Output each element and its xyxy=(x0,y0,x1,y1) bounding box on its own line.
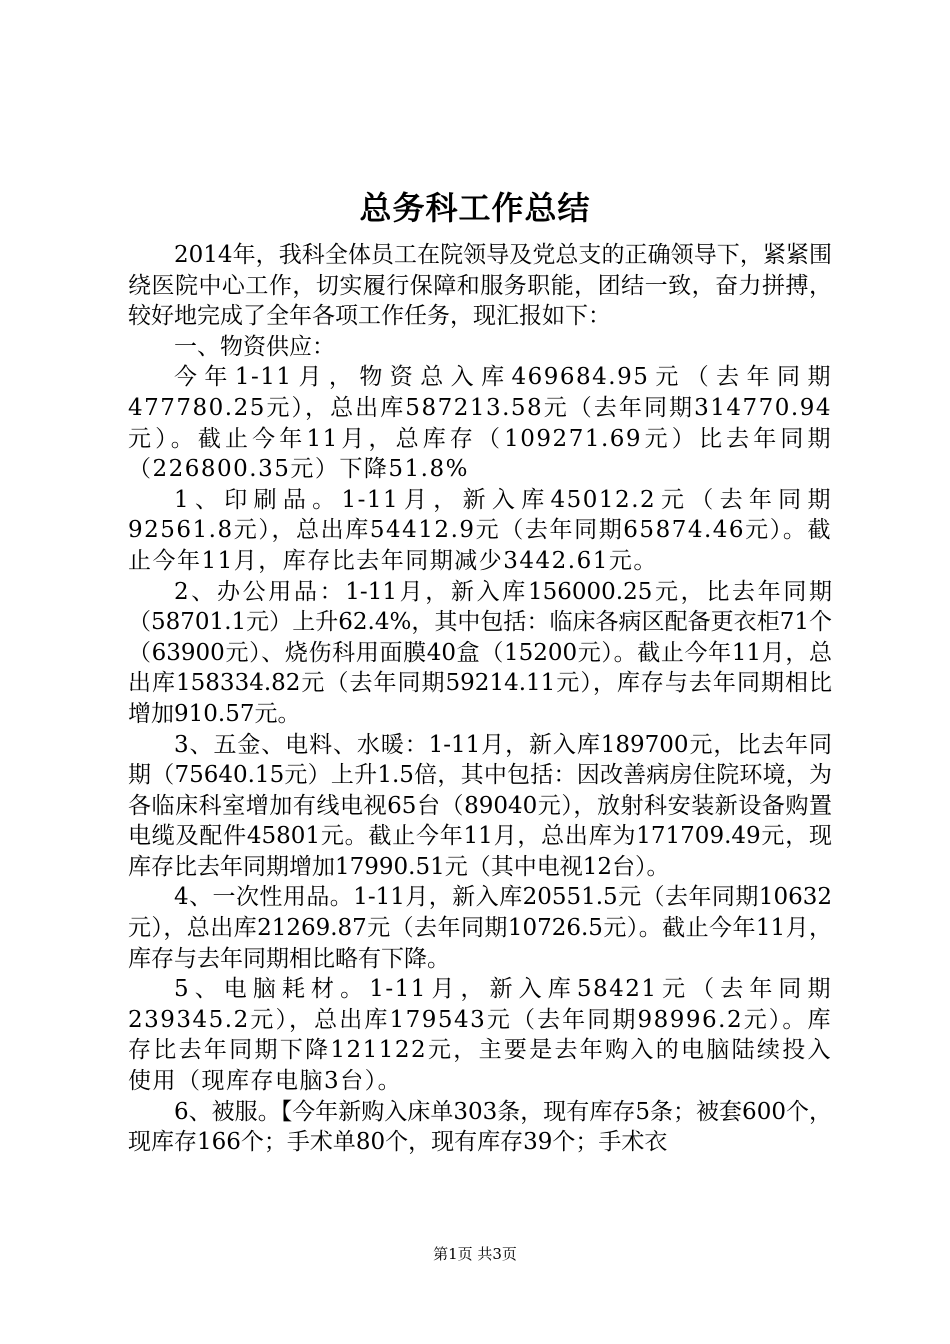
item-bedding: 6、被服。【今年新购入床单303条，现有库存5条；被套600个，现库存166个；手术单80个，现有库存39个；手术衣 xyxy=(128,1098,832,1156)
item-computer-supplies: 5、电脑耗材。1-11月，新入库58421元（去年同期239345.2元），总出库179543元（去年同期98996.2元）。库存比去年同期下降121122元，主要是去年购入的电脑陆续投入使用（现库存电脑3台）。 xyxy=(128,976,832,1095)
item-hardware-electrical: 3、五金、电料、水暖：1-11月，新入库189700元，比去年同期（75640.15元）上升1.5倍，其中包括：因改善病房住院环境，为各临床科室增加有线电视65台（89040元），放射科安装新设备购置电缆及配件45801元。截止今年11月，总出库为171709.49元，现库存比去年同期增加17990.51元（其中电视12台）。 xyxy=(128,731,832,880)
document-body xyxy=(128,240,832,1158)
summary-paragraph: 今年1-11月，物资总入库469684.95元（去年同期477780.25元），总出库587213.58元（去年同期314770.94元）。截止今年11月，总库存（109271.69元）比去年同期（226800.35元）下降51.8% xyxy=(128,364,832,483)
item-printed-matter: 1、印刷品。1-11月，新入库45012.2元（去年同期92561.8元），总出库54412.9元（去年同期65874.46元）。截止今年11月，库存比去年同期减少3442.61元。 xyxy=(128,486,832,574)
document-title: 总务科工作总结 xyxy=(359,189,591,227)
intro-paragraph: 2014年，我科全体员工在院领导及党总支的正确领导下，紧紧围绕医院中心工作，切实履行保障和服务职能，团结一致，奋力拼搏，较好地完成了全年各项工作任务，现汇报如下： xyxy=(128,242,832,330)
item-disposables: 4、一次性用品。1-11月，新入库20551.5元（去年同期10632元），总出库21269.87元（去年同期10726.5元）。截止今年11月，库存与去年同期相比略有下降。 xyxy=(128,884,832,972)
page-footer: 第1页 共3页 xyxy=(433,1245,517,1263)
section-heading-supplies: 一、物资供应： xyxy=(174,333,335,360)
item-office-supplies: 2、办公用品：1-11月，新入库156000.25元，比去年同期（58701.1元）上升62.4%，其中包括：临床各病区配备更衣柜71个（63900元）、烧伤科用面膜40盒（15200元）。截止今年11月，总出库158334.82元（去年同期59214.11元），库存与去年同期相比增加910.57元。 xyxy=(128,578,832,727)
